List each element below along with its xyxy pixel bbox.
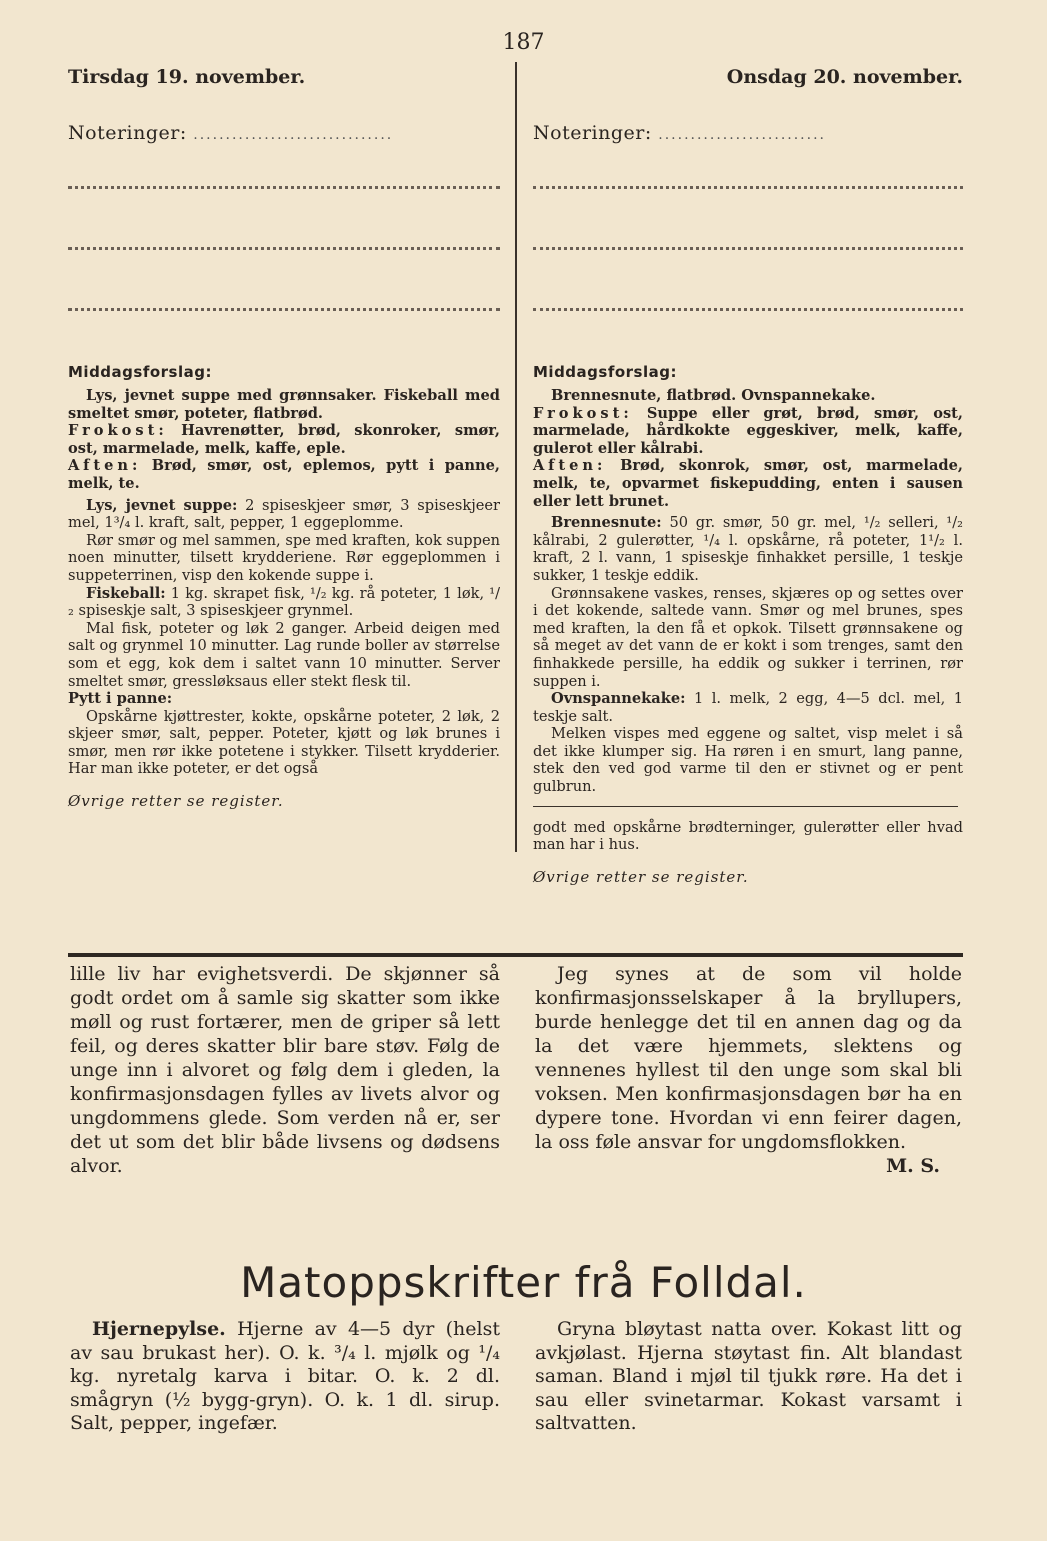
right-aften-text: Brød, skonrok, smør, ost, marmelade, melk, te, opvarmet fiskepudding, enten i sausen eller lett brunet. [533, 457, 963, 510]
left-recipe-2 [68, 585, 500, 620]
right-frokost [533, 405, 963, 458]
right-aften-label: Aften: [533, 457, 607, 475]
right-recipe-1-text: Grønnsakene vaskes, renses, skjæres op og settes over i det kokende, saltede vann. Smør og mel brunes, spes med kraften, la den få et opkok. Tilsett grønnsakene og så meget av det vann de er kokt i som trenges, samt den finhakkede persille, ha eddik og sukker i terrinen, rør suppen i. [533, 584, 963, 690]
right-dotline-3 [533, 306, 963, 311]
right-notes-dots: .......................... [658, 127, 826, 143]
left-dotline-2 [68, 245, 500, 250]
left-recipe-1-label: Lys, jevnet suppe: [86, 496, 238, 514]
left-notes-label: Noteringer: [68, 122, 187, 144]
right-recipe-1-ingredients: 50 gr. smør, 50 gr. mel, ¹/₂ selleri, ¹/₂ kålrabi, 2 gulerøtter, ¹/₄ l. opskårne, rå poteter, 1¹/₂ l. kraft, 2 l. vann, 1 spiseskje finhakket persille, 1 teskje sukker, 1 teskje eddik. [533, 514, 964, 584]
left-menu: Lys, jevnet suppe med grønnsaker. Fiskeball med smeltet smør, poteter, flatbrød. [68, 387, 500, 422]
right-day-column [533, 66, 963, 886]
right-dotline-1 [533, 184, 963, 189]
left-day-heading: Tirsdag 19. november. [68, 66, 306, 88]
right-footer-note: Øvrige retter se register. [533, 867, 749, 886]
right-aften [533, 457, 963, 510]
left-frokost-text: Havrenøtter, brød, skonroker, smør, ost, marmelade, melk, kaffe, eple. [68, 422, 500, 457]
left-recipe-2-ingredients: 1 kg. skrapet fisk, ¹/₂ kg. rå poteter, 1 løk, ¹/₂ spiseskje salt, 3 spiseskjeer grynmel. [68, 584, 501, 620]
right-recipe-1 [533, 514, 963, 584]
left-dotline-1 [68, 184, 500, 189]
folldal-left-text: Hjerne av 4—5 dyr (helst av sau brukast her). O. k. ³/₄ l. mjølk og ¹/₄ kg. nyretalg karva i bitar. O. k. 2 dl. smågryn (½ bygg-gryn). O. k. 1 dl. sirup. Salt, pepper, ingefær. [70, 1318, 500, 1434]
left-recipe-1 [68, 497, 500, 532]
right-notes-label: Noteringer: [533, 122, 652, 144]
right-recipe-1-label: Brennesnute: [551, 514, 662, 532]
folldal-right-text: Gryna bløytast natta over. Kokast litt og avkjølast. Hjerna støytast fin. Alt blandast saman. Bland i mjøl til tjukk røre. Ha det i sau eller svinetarmar. Kokast varsamt i saltvatten. [535, 1318, 962, 1434]
left-footer-note: Øvrige retter se register. [68, 792, 284, 811]
right-day-heading: Onsdag 20. november. [726, 66, 963, 88]
folldal-right [535, 1318, 962, 1436]
left-frokost-label: Frokost: [68, 422, 168, 440]
section-divider [68, 953, 963, 957]
left-recipe-1-ingredients: 2 spiseskjeer smør, 3 spiseskjeer mel, 1³/₄ l. kraft, salt, pepper, 1 eggeplomme. [68, 496, 500, 532]
column-divider [515, 62, 517, 852]
left-aften-label: Aften: [68, 457, 142, 475]
right-continuation: godt med opskårne brødterninger, gulerøtter eller hvad man har i hus. [533, 818, 963, 854]
page-number: 187 [502, 30, 545, 55]
right-frokost-text: Suppe eller grøt, brød, smør, ost, marmelade, hårdkokte eggeskiver, melk, kaffe, gulerot eller kålrabi. [533, 404, 963, 457]
article-left-text: lille liv har evighetsverdi. De skjønner så godt ordet om å samle sig skatter som ikke møll og rust fortærer, men de griper så lett feil, og deres skatter blir bare støv. Følg de unge inn i alvoret og følg dem i gleden, la konfirmasjonsdagen fylles av livets alvor og ungdommens glede. Som verden nå er, ser det ut som det blir både livsens og dødsens alvor. [70, 963, 500, 1177]
right-notes [533, 122, 963, 144]
right-dotline-2 [533, 245, 963, 250]
article-signature: M. S. [886, 1155, 940, 1177]
right-recipe-2 [533, 690, 963, 725]
right-section-label: Middagsforslag: [533, 363, 677, 381]
right-recipe-2-label: Ovnspannekake: [551, 690, 686, 708]
left-recipe-3-text: Opskårne kjøttrester, kokte, opskårne poteter, 2 løk, 2 skjeer smør, salt, pepper. Poteter, kjøtt og løk brunes i smør, men rør ikke potetene i stykker. Tilsett krydderier. Har man ikke poteter, er det også [68, 707, 500, 778]
folldal-left [70, 1318, 500, 1436]
article-right-text: Jeg synes at de som vil holde konfirmasjonsselskaper å la bryllupers, burde henlegge det til en annen dag og da la det være hjemmets, slektens og vennenes hyllest til den unge som skal bli voksen. Men konfirmasjonsdagen bør ha en dypere tone. Hvordan vi enn feirer dagen, la oss føle ansvar for ungdomsflokken. [535, 963, 962, 1153]
left-notes-dots: ............................... [193, 127, 394, 143]
folldal-title: Matoppskrifter frå Folldal. [240, 1258, 807, 1307]
folldal-recipe-label: Hjernepylse. [92, 1318, 226, 1340]
left-frokost [68, 422, 500, 457]
left-recipe-2-label: Fiskeball: [86, 584, 166, 602]
article-right [535, 962, 962, 1178]
right-short-rule [533, 806, 958, 807]
right-recipe-2-text: Melken vispes med eggene og saltet, visp melet i så det ikke klumper sig. Ha røren i en smurt, lang panne, stek den ved god varme til den er stivnet og er pent gulbrun. [533, 725, 963, 796]
left-aften [68, 457, 500, 492]
left-recipe-1-text: Rør smør og mel sammen, spe med kraften, kok suppen noen minutter, tilsett krydderiene. Rør eggeplommen i suppeterrinen, visp den kokende suppe i. [68, 531, 500, 584]
left-recipe-2-text: Mal fisk, poteter og løk 2 ganger. Arbeid deigen med salt og grynmel 10 minutter. Lag runde boller av størrelse som et egg, kok dem i saltet vann 10 minutter. Server smeltet smør, gressløksaus eller stekt flesk til. [68, 619, 500, 690]
right-recipe-2-ingredients: 1 l. melk, 2 egg, 4—5 dcl. mel, 1 teskje salt. [533, 690, 964, 725]
left-dotline-3 [68, 306, 500, 311]
right-menu: Brennesnute, flatbrød. Ovnspannekake. [551, 387, 876, 404]
left-day-column [68, 66, 500, 810]
right-frokost-label: Frokost: [533, 404, 633, 422]
left-notes [68, 122, 500, 144]
left-section-label: Middagsforslag: [68, 363, 212, 381]
left-recipe-3-label: Pytt i panne: [68, 690, 173, 708]
left-aften-text: Brød, smør, ost, eplemos, pytt i panne, melk, te. [68, 457, 500, 492]
